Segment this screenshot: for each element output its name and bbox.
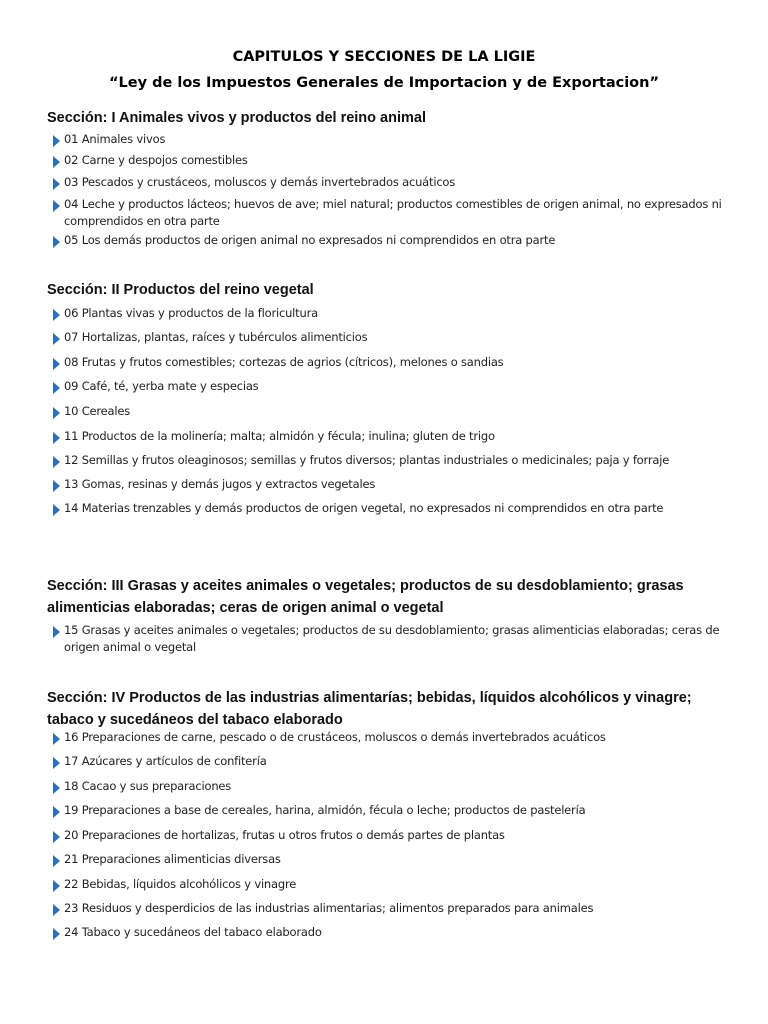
triangle-right-icon <box>53 880 60 892</box>
triangle-right-icon <box>53 626 60 638</box>
list-item: 05 Los demás productos de origen animal no expresados ni comprendidos en otra parte <box>53 232 723 249</box>
list-item: 17 Azúcares y artículos de confitería <box>53 753 723 770</box>
list-item: 03 Pescados y crustáceos, moluscos y demás invertebrados acuáticos <box>53 174 723 191</box>
triangle-right-icon <box>53 333 60 345</box>
list-item: 22 Bebidas, líquidos alcohólicos y vinagre <box>53 876 723 893</box>
triangle-right-icon <box>53 504 60 516</box>
list-item: 11 Productos de la molinería; malta; almidón y fécula; inulina; gluten de trigo <box>53 428 723 445</box>
triangle-right-icon <box>53 456 60 468</box>
triangle-right-icon <box>53 782 60 794</box>
list-item: 24 Tabaco y sucedáneos del tabaco elaborado <box>53 924 723 941</box>
triangle-right-icon <box>53 135 60 147</box>
triangle-right-icon <box>53 432 60 444</box>
triangle-right-icon <box>53 831 60 843</box>
triangle-right-icon <box>53 200 60 212</box>
triangle-right-icon <box>53 358 60 370</box>
triangle-right-icon <box>53 855 60 867</box>
triangle-right-icon <box>53 757 60 769</box>
list-item: 06 Plantas vivas y productos de la floricultura <box>53 305 723 322</box>
triangle-right-icon <box>53 928 60 940</box>
list-item: 04 Leche y productos lácteos; huevos de ave; miel natural; productos comestibles de origen animal, no expresados ni comprendidos en otra parte <box>53 196 723 230</box>
triangle-right-icon <box>53 904 60 916</box>
list-item: 23 Residuos y desperdicios de las industrias alimentarias; alimentos preparados para animales <box>53 900 723 917</box>
triangle-right-icon <box>53 733 60 745</box>
triangle-right-icon <box>53 178 60 190</box>
triangle-right-icon <box>53 156 60 168</box>
list-item: 16 Preparaciones de carne, pescado o de crustáceos, moluscos o demás invertebrados acuáticos <box>53 729 723 746</box>
section-heading: Sección: IV Productos de las industrias alimentarías; bebidas, líquidos alcohólicos y vinagre; tabaco y sucedáneos del tabaco elaborado <box>47 690 692 728</box>
list-item: 21 Preparaciones alimenticias diversas <box>53 851 723 868</box>
triangle-right-icon <box>53 806 60 818</box>
list-item: 07 Hortalizas, plantas, raíces y tubérculos alimenticios <box>53 329 723 346</box>
list-item: 20 Preparaciones de hortalizas, frutas u otros frutos o demás partes de plantas <box>53 827 723 844</box>
list-item: 14 Materias trenzables y demás productos de origen vegetal, no expresados ni comprendidos en otra parte <box>53 500 723 517</box>
triangle-right-icon <box>53 382 60 394</box>
list-item: 13 Gomas, resinas y demás jugos y extractos vegetales <box>53 476 723 493</box>
list-item: 12 Semillas y frutos oleaginosos; semillas y frutos diversos; plantas industriales o medicinales; paja y forraje <box>53 452 723 469</box>
list-item: 02 Carne y despojos comestibles <box>53 152 723 169</box>
list-item: 18 Cacao y sus preparaciones <box>53 778 723 795</box>
list-item: 09 Café, té, yerba mate y especias <box>53 378 723 395</box>
triangle-right-icon <box>53 309 60 321</box>
triangle-right-icon <box>53 236 60 248</box>
section-heading: Sección: II Productos del reino vegetal <box>47 282 314 298</box>
document-title: CAPITULOS Y SECCIONES DE LA LIGIE <box>232 49 536 65</box>
list-item: 15 Grasas y aceites animales o vegetales; productos de su desdoblamiento; grasas alimenticias elaboradas; ceras de origen animal o vegetal <box>53 622 723 656</box>
list-item: 01 Animales vivos <box>53 131 723 148</box>
section-heading: Sección: I Animales vivos y productos del reino animal <box>47 110 426 126</box>
list-item: 08 Frutas y frutos comestibles; cortezas de agrios (cítricos), melones o sandias <box>53 354 723 371</box>
triangle-right-icon <box>53 407 60 419</box>
document-subtitle: “Ley de los Impuestos Generales de Importacion y de Exportacion” <box>108 75 659 91</box>
list-item: 10 Cereales <box>53 403 723 420</box>
triangle-right-icon <box>53 480 60 492</box>
list-item: 19 Preparaciones a base de cereales, harina, almidón, fécula o leche; productos de pastelería <box>53 802 723 819</box>
section-heading: Sección: III Grasas y aceites animales o vegetales; productos de su desdoblamiento; grasas alimenticias elaboradas; ceras de origen animal o vegetal <box>47 578 684 616</box>
